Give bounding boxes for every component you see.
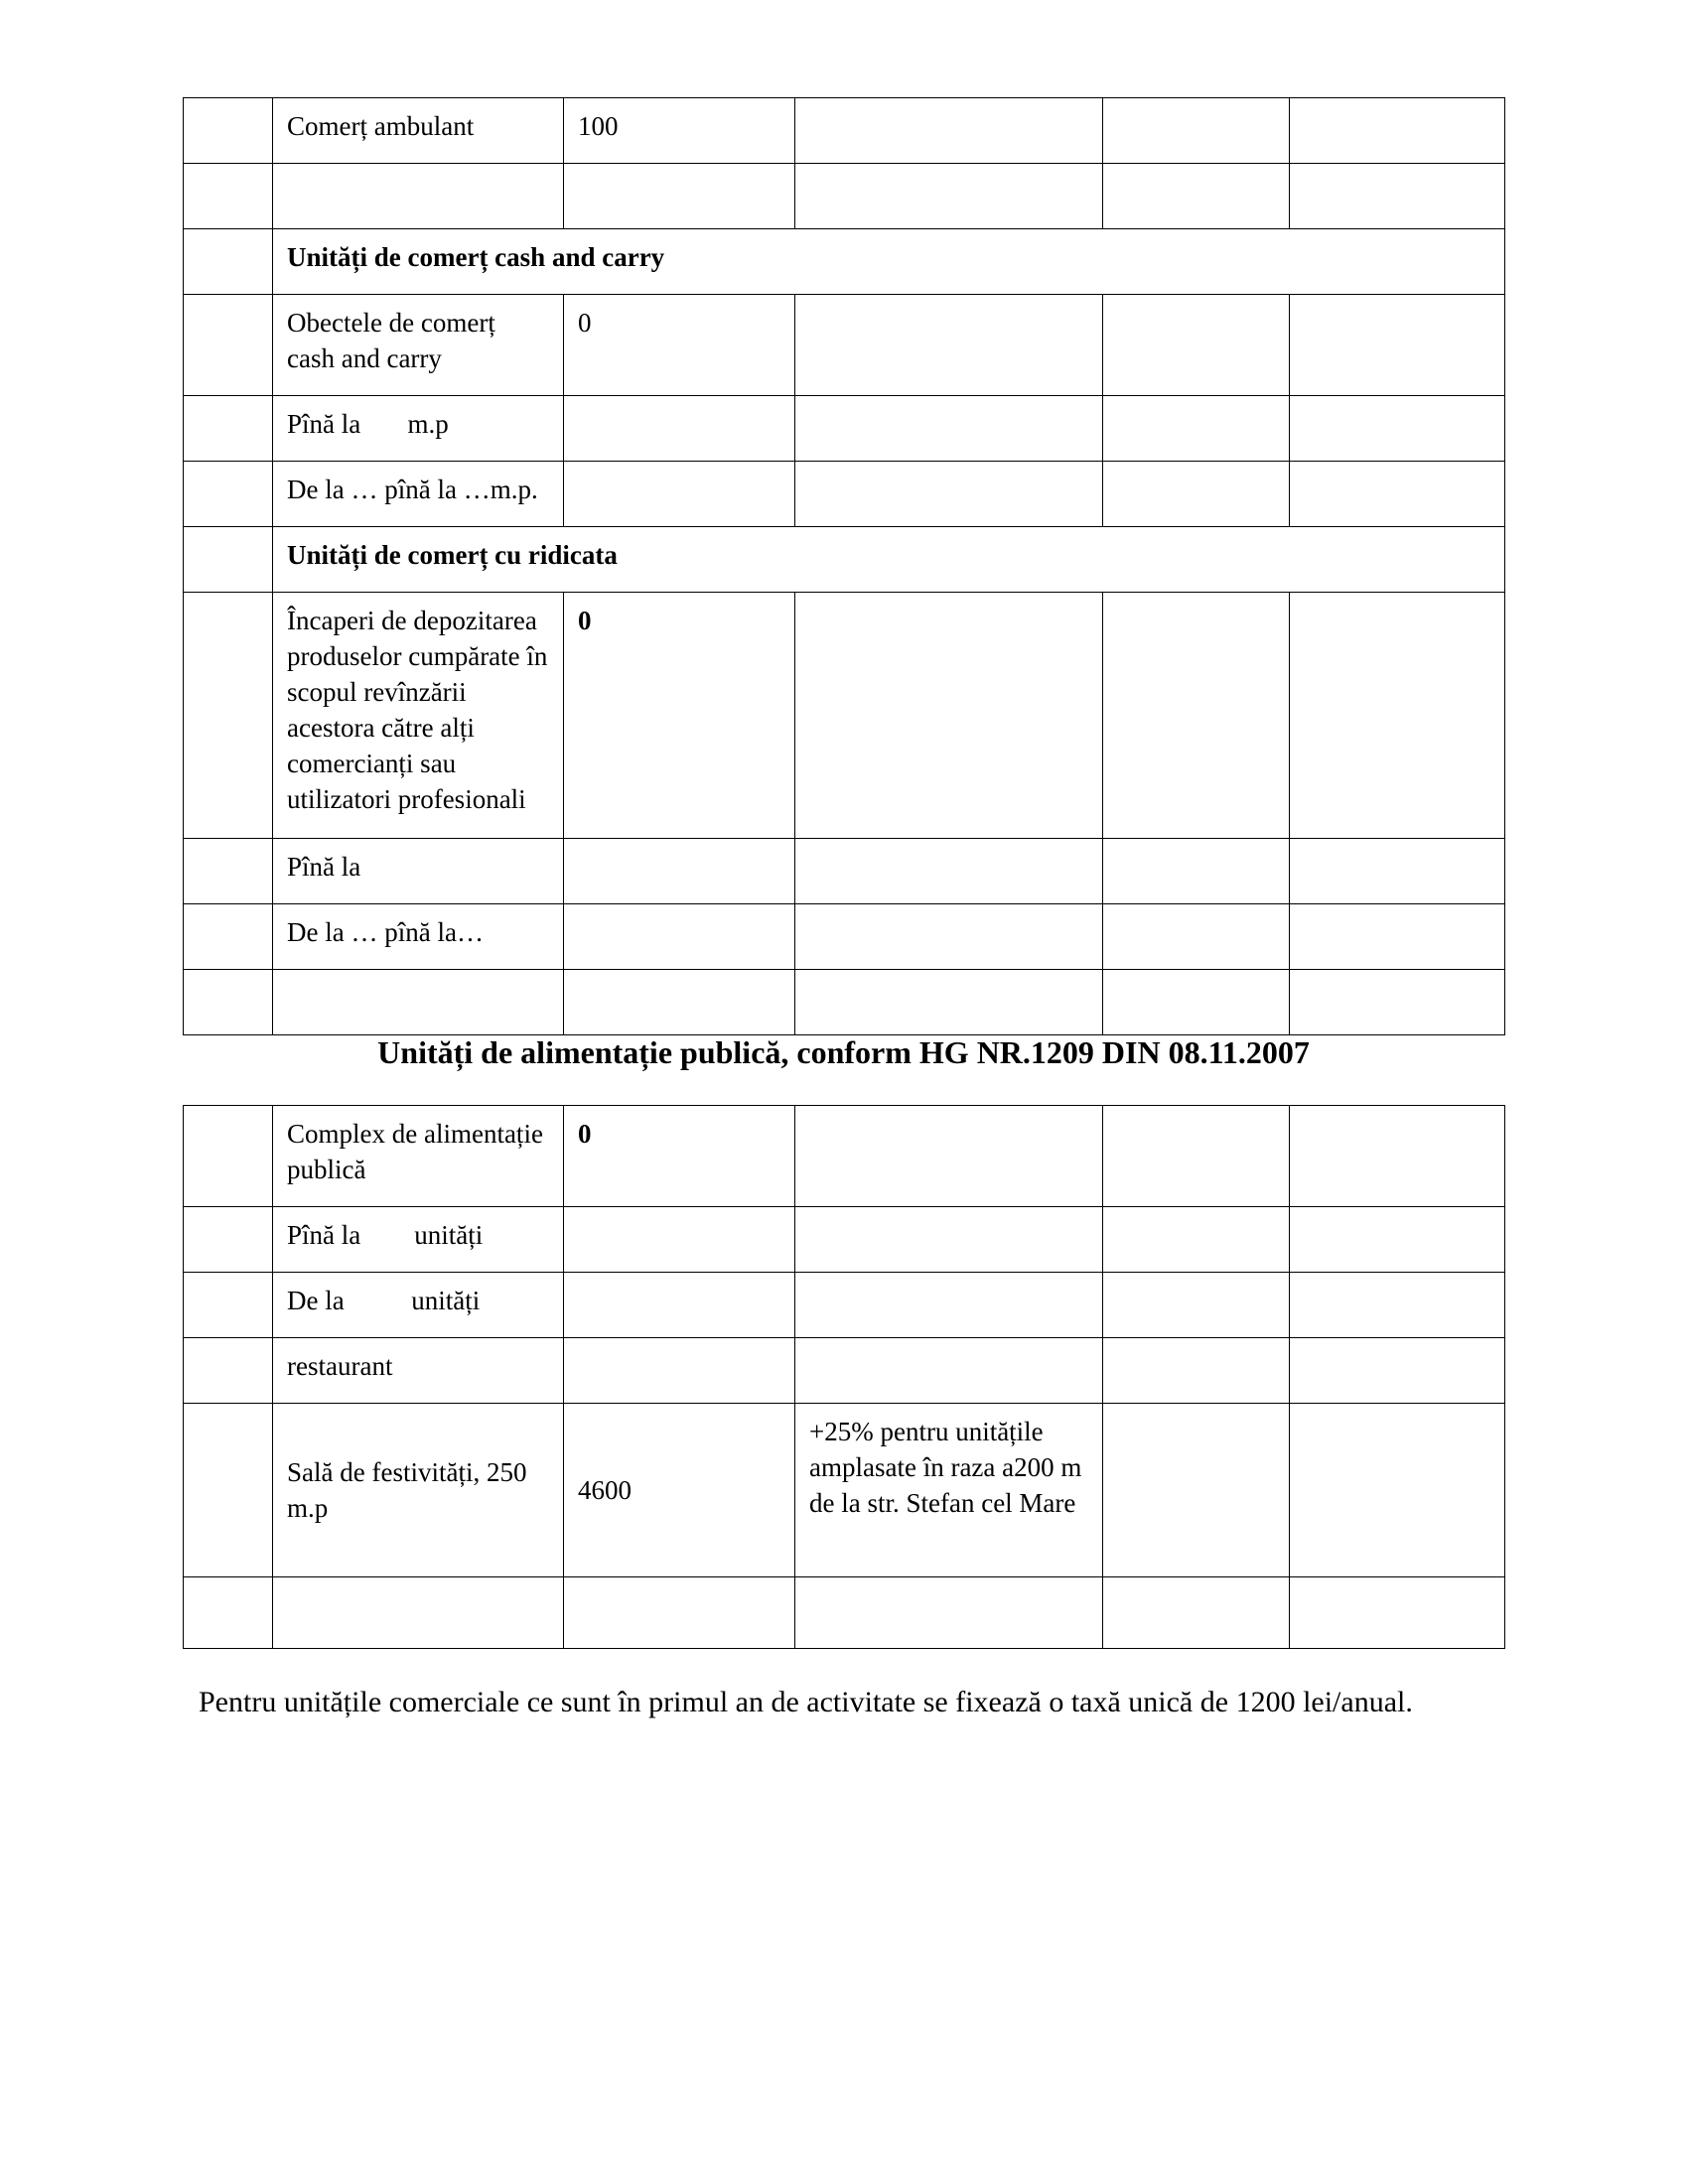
- table-cell: 0: [564, 295, 795, 396]
- table-cell: [1290, 593, 1505, 839]
- table-row: [184, 229, 1505, 295]
- table-cell: [795, 970, 1103, 1035]
- table-cell: [1103, 970, 1290, 1035]
- table-cell: [184, 1273, 273, 1338]
- table-cell: [1103, 1207, 1290, 1273]
- table-cell: [564, 1338, 795, 1404]
- table-cell: [184, 593, 273, 839]
- table-cell: [1103, 1273, 1290, 1338]
- table-cell: [564, 970, 795, 1035]
- table-cell: [1103, 1404, 1290, 1577]
- table-cell: [1290, 164, 1505, 229]
- table-cell: [1290, 1207, 1505, 1273]
- table-cell: 0: [564, 593, 795, 839]
- section-heading-wholesale: Unități de comerț cu ridicata: [273, 527, 1505, 593]
- table-cell: [273, 1577, 564, 1649]
- table-row: [184, 527, 1505, 593]
- table-cell: [795, 295, 1103, 396]
- table-cell: [1103, 904, 1290, 970]
- table-cell: [184, 527, 273, 593]
- table-cell: Obectele de comerț cash and carry: [273, 295, 564, 396]
- table-cell: Comerț ambulant: [273, 98, 564, 164]
- table-cell: Pînă la m.p: [273, 396, 564, 462]
- table-cell: [1290, 1577, 1505, 1649]
- table-cell: [1103, 839, 1290, 904]
- table-cell: Complex de alimentație publică: [273, 1106, 564, 1207]
- table-cell: [795, 593, 1103, 839]
- table-cell: [564, 1577, 795, 1649]
- table-cell: [1290, 1338, 1505, 1404]
- table-cell: [184, 462, 273, 527]
- table-cell: [795, 1207, 1103, 1273]
- table-cell: [184, 295, 273, 396]
- table-cell: [1103, 1106, 1290, 1207]
- table-row: [184, 1338, 1505, 1404]
- table-row: [184, 295, 1505, 396]
- table-row: [184, 904, 1505, 970]
- table-cell: 0: [564, 1106, 795, 1207]
- table-cell: [1290, 839, 1505, 904]
- table-cell: [184, 1106, 273, 1207]
- section-heading-cash-and-carry: Unități de comerț cash and carry: [273, 229, 1505, 295]
- table-cell: [564, 839, 795, 904]
- table-row: [184, 98, 1505, 164]
- table-row: [184, 970, 1505, 1035]
- table-cell: [1290, 970, 1505, 1035]
- table-cell: [273, 970, 564, 1035]
- table-cell: [184, 1404, 273, 1577]
- table-cell: [795, 839, 1103, 904]
- table-cell: [1290, 904, 1505, 970]
- table-cell: [1103, 164, 1290, 229]
- table-cell: [564, 462, 795, 527]
- table-cell: Pînă la unități: [273, 1207, 564, 1273]
- table-cell: Pînă la: [273, 839, 564, 904]
- table-row: [184, 1273, 1505, 1338]
- table-cell: [184, 396, 273, 462]
- table-cell: [1103, 1577, 1290, 1649]
- table-cell: [1290, 295, 1505, 396]
- table-cell: [184, 229, 273, 295]
- table-cell: [184, 164, 273, 229]
- footnote-paragraph: Pentru unitățile comerciale ce sunt în primul an de activitate se fixează o taxă unică de 1200 lei/anual.: [199, 1686, 1413, 1718]
- table-cell: [1290, 1273, 1505, 1338]
- table-cell: [1290, 1404, 1505, 1577]
- table-cell: De la unități: [273, 1273, 564, 1338]
- table-cell: [795, 98, 1103, 164]
- table-cell: [564, 1273, 795, 1338]
- table-cell: [184, 1338, 273, 1404]
- table-cell: [795, 396, 1103, 462]
- table-cell: [1290, 462, 1505, 527]
- table-cell: [795, 462, 1103, 527]
- table-cell: 100: [564, 98, 795, 164]
- table-cell: [1103, 295, 1290, 396]
- table-cell: [1103, 98, 1290, 164]
- table-cell: [564, 396, 795, 462]
- table-cell: [1103, 396, 1290, 462]
- table-cell: [564, 904, 795, 970]
- table-cell: restaurant: [273, 1338, 564, 1404]
- table-cell: [184, 904, 273, 970]
- table-cell: [273, 164, 564, 229]
- table-row: [184, 1404, 1505, 1577]
- table-cell: [564, 164, 795, 229]
- table-row: [184, 1106, 1505, 1207]
- table-cell: [795, 164, 1103, 229]
- table-cell: [184, 1207, 273, 1273]
- table-cell: +25% pentru unitățile amplasate în raza a200 m de la str. Stefan cel Mare: [795, 1404, 1103, 1577]
- table-cell: Încaperi de depozitarea produselor cumpărate în scopul revînzării acestora către alți comercianți sau utilizatori profesionali: [273, 593, 564, 839]
- table-row: [184, 164, 1505, 229]
- table-cell: [1290, 1106, 1505, 1207]
- table-cell: [795, 1338, 1103, 1404]
- table-row: [184, 1207, 1505, 1273]
- table-row: [184, 1577, 1505, 1649]
- table-cell: [564, 1207, 795, 1273]
- trade-units-table: [183, 97, 1505, 1035]
- table-cell: De la … pînă la…: [273, 904, 564, 970]
- table-cell: [795, 904, 1103, 970]
- table-cell: 4600: [564, 1404, 795, 1577]
- table-cell: [1290, 396, 1505, 462]
- table-cell: [795, 1577, 1103, 1649]
- table-cell: Sală de festivități, 250 m.p: [273, 1404, 564, 1577]
- table-cell: [184, 839, 273, 904]
- table-cell: [1290, 98, 1505, 164]
- table-cell: [1103, 1338, 1290, 1404]
- table-cell: [1103, 593, 1290, 839]
- public-catering-table: [183, 1105, 1505, 1649]
- table-row: [184, 396, 1505, 462]
- table-cell: [795, 1106, 1103, 1207]
- table-cell: [184, 970, 273, 1035]
- table-row: [184, 839, 1505, 904]
- section-title: Unități de alimentație publică, conform HG NR.1209 DIN 08.11.2007: [377, 1034, 1310, 1070]
- table-row: [184, 462, 1505, 527]
- table-row: [184, 593, 1505, 839]
- table-cell: [795, 1273, 1103, 1338]
- table-cell: [184, 1577, 273, 1649]
- table-cell: De la … pînă la …m.p.: [273, 462, 564, 527]
- table-cell: [1103, 462, 1290, 527]
- table-cell: [184, 98, 273, 164]
